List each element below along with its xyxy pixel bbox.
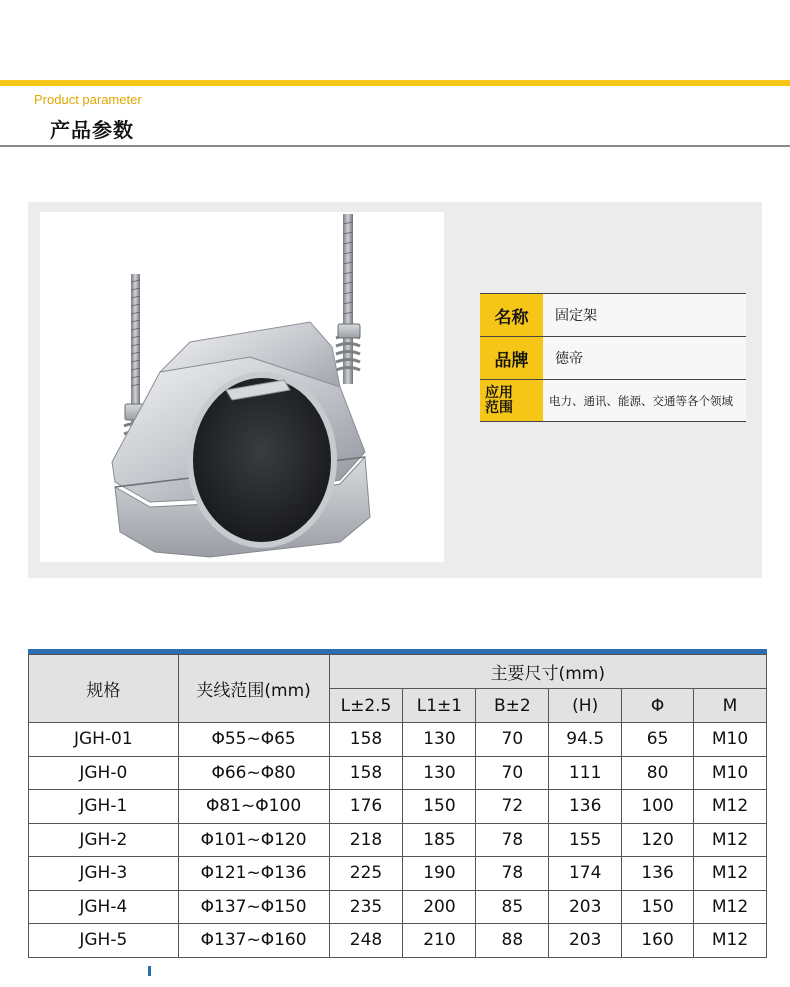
table-cell: 130 <box>403 756 476 790</box>
table-cell: JGH-3 <box>29 857 179 891</box>
table-cell: 130 <box>403 723 476 757</box>
table-cell: 176 <box>329 790 403 824</box>
column-header: (H) <box>549 689 622 723</box>
table-cell: Φ137~Φ150 <box>178 890 329 924</box>
header-main-dimensions: 主要尺寸(mm) <box>329 655 766 689</box>
header-accent-bar <box>0 80 790 86</box>
table-cell: JGH-2 <box>29 823 179 857</box>
table-cell: M12 <box>694 790 767 824</box>
section-title: 产品参数 <box>50 118 134 142</box>
table-cell: 70 <box>476 723 549 757</box>
table-cell: 155 <box>549 823 622 857</box>
table-cell: 70 <box>476 756 549 790</box>
table-cell: 200 <box>403 890 476 924</box>
table-cell: 235 <box>329 890 403 924</box>
decorative-mark <box>148 966 151 976</box>
table-cell: JGH-5 <box>29 924 179 958</box>
column-header: L1±1 <box>403 689 476 723</box>
table-cell: JGH-0 <box>29 756 179 790</box>
spec-value: 电力、通讯、能源、交通等各个领域 <box>543 380 746 421</box>
table-cell: 185 <box>403 823 476 857</box>
table-cell: 80 <box>622 756 694 790</box>
table-cell: Φ137~Φ160 <box>178 924 329 958</box>
spec-key: 应用 范围 <box>480 380 543 421</box>
spec-value: 德帝 <box>543 337 746 379</box>
table-cell: 150 <box>622 890 694 924</box>
spec-row-application <box>480 379 746 422</box>
table-cell: Φ121~Φ136 <box>178 857 329 891</box>
table-cell: 85 <box>476 890 549 924</box>
table-cell: M10 <box>694 756 767 790</box>
table-cell: 78 <box>476 857 549 891</box>
table-cell: 120 <box>622 823 694 857</box>
table-cell: 158 <box>329 756 403 790</box>
table-cell: 210 <box>403 924 476 958</box>
table-cell: JGH-1 <box>29 790 179 824</box>
table-cell: 65 <box>622 723 694 757</box>
table-cell: Φ66~Φ80 <box>178 756 329 790</box>
table-cell: 174 <box>549 857 622 891</box>
table-cell: 248 <box>329 924 403 958</box>
section-subtitle: Product parameter <box>34 92 142 107</box>
table-cell: M12 <box>694 823 767 857</box>
table-cell: 78 <box>476 823 549 857</box>
table-cell: 190 <box>403 857 476 891</box>
cable-clamp-image <box>40 212 444 562</box>
table-cell: 203 <box>549 890 622 924</box>
table-cell: 72 <box>476 790 549 824</box>
column-header: M <box>694 689 767 723</box>
table-cell: 160 <box>622 924 694 958</box>
table-cell: 218 <box>329 823 403 857</box>
spec-key: 品牌 <box>480 337 543 379</box>
table-cell: 158 <box>329 723 403 757</box>
table-cell: Φ81~Φ100 <box>178 790 329 824</box>
spec-table <box>480 293 746 422</box>
spec-key: 名称 <box>480 294 543 336</box>
table-row <box>29 756 767 790</box>
table-row <box>29 924 767 958</box>
table-cell: M12 <box>694 857 767 891</box>
table-cell: 100 <box>622 790 694 824</box>
table-cell: 225 <box>329 857 403 891</box>
spec-row-name <box>480 293 746 336</box>
spec-row-brand <box>480 336 746 379</box>
table-row <box>29 723 767 757</box>
table-cell: M12 <box>694 924 767 958</box>
table-cell: 136 <box>622 857 694 891</box>
table-cell: M12 <box>694 890 767 924</box>
column-header: B±2 <box>476 689 549 723</box>
table-row <box>29 790 767 824</box>
column-header: Φ <box>622 689 694 723</box>
table-cell: 111 <box>549 756 622 790</box>
table-cell: 88 <box>476 924 549 958</box>
header-range: 夹线范围(mm) <box>178 655 329 723</box>
table-cell: 203 <box>549 924 622 958</box>
column-header: L±2.5 <box>329 689 403 723</box>
spec-value: 固定架 <box>543 294 746 336</box>
dimension-table <box>28 649 767 958</box>
table-row <box>29 857 767 891</box>
table-cell: Φ101~Φ120 <box>178 823 329 857</box>
table-cell: 136 <box>549 790 622 824</box>
table-cell: Φ55~Φ65 <box>178 723 329 757</box>
title-divider <box>0 145 790 147</box>
table-row <box>29 823 767 857</box>
table-row <box>29 890 767 924</box>
table-cell: JGH-4 <box>29 890 179 924</box>
table-cell: 94.5 <box>549 723 622 757</box>
product-photo <box>40 212 444 562</box>
table-cell: M10 <box>694 723 767 757</box>
table-cell: 150 <box>403 790 476 824</box>
table-cell: JGH-01 <box>29 723 179 757</box>
header-spec: 规格 <box>29 655 179 723</box>
